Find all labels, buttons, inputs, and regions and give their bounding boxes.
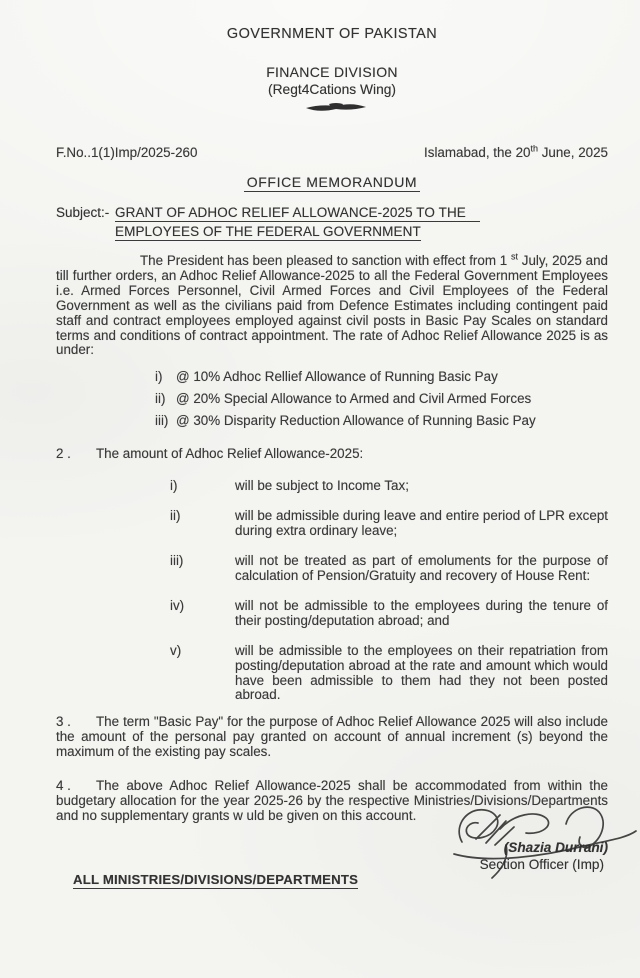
clause-text: will be admissible to the employees on their repatriation from posting/deputation abroad at the rate and amount which would have been admissible to them had they not been posted abroad.	[235, 642, 608, 703]
rate-list	[155, 369, 608, 428]
memo-title: OFFICE MEMORANDUM	[244, 174, 420, 192]
subject-line-2: EMPLOYEES OF THE FEDERAL GOVERNMENT	[115, 224, 421, 239]
para-2-num: 2 .	[56, 446, 71, 462]
para-4-num: 4 .	[56, 778, 71, 794]
para-1-ordinal: st	[511, 251, 519, 262]
rate-item-text: @ 10% Adhoc Rellief Allowance of Running Basic Pay	[176, 369, 498, 385]
clause-num: iii)	[170, 553, 184, 569]
para-1	[56, 251, 608, 358]
clause-item	[170, 479, 608, 494]
org-title: GOVERNMENT OF PAKISTAN	[226, 26, 438, 42]
para-1-text: The President has been pleased to sanction with effect from 1	[140, 253, 508, 268]
flourish-icon	[305, 102, 367, 114]
para-3	[56, 715, 608, 760]
header-flourish	[64, 101, 608, 119]
date-line	[424, 145, 608, 161]
subject-line-1: GRANT OF ADHOC RELIEF ALLOWANCE-2025 TO THE	[115, 205, 480, 222]
rate-item	[155, 369, 608, 384]
signatory-title: Section Officer (Imp)	[479, 856, 604, 872]
clause-num: ii)	[170, 508, 181, 524]
clause-item	[170, 554, 608, 584]
clause-text: will be admissible during leave and entire period of LPR except during extra ordinary leave;	[235, 508, 608, 539]
para-1-text-rest: July, 2025 and till further orders, an Adhoc Relief Allowance-2025 to all the Federal Government Employees i.e. Armed Forces Personnel, Civil Armed Forces and Civil Employees of the Federal Government as well as the civilians paid from Defence Estimates including contingent paid staff and contract employees employed against civil posts in Basic Pay Scales on standard terms and conditions of contract appointment. The rate of Adhoc Relief Allowance 2025 is as under:	[56, 253, 608, 358]
signature-icon	[448, 796, 638, 884]
para-3-num: 3 .	[56, 714, 71, 730]
clause-item	[170, 509, 608, 539]
rate-item	[155, 391, 608, 406]
rate-item-text: @ 30% Disparity Reduction Allowance of Running Basic Pay	[176, 413, 536, 429]
rate-item-text: @ 20% Special Allowance to Armed and Civil Armed Forces	[176, 391, 532, 407]
para-3-text: The term "Basic Pay" for the purpose of Adhoc Relief Allowance 2025 will also include the amount of the personal pay granted on account of annual increment (s) beyond the maximum of the existing pay scales.	[56, 714, 608, 760]
subject-block	[56, 205, 608, 241]
clause-num: i)	[170, 478, 178, 494]
date-text: Islamabad, the 20	[424, 145, 531, 160]
para-2-intro: The amount of Adhoc Relief Allowance-2025:	[96, 446, 364, 462]
clause-text: will not be treated as part of emoluments for the purpose of calculation of Pension/Gratuity and recovery of House Rent:	[235, 553, 608, 583]
subject-label: Subject:-	[56, 205, 110, 220]
clause-item	[170, 599, 608, 629]
division-title: FINANCE DIVISION	[266, 64, 398, 80]
rate-item-num: iii)	[155, 413, 169, 429]
clause-text: will be subject to Income Tax;	[235, 478, 409, 494]
rate-item	[155, 413, 608, 428]
clause-item	[170, 644, 608, 704]
clause-list	[170, 479, 608, 703]
date-ordinal: th	[530, 143, 538, 154]
clause-num: v)	[170, 642, 182, 658]
signature-block	[56, 824, 608, 954]
signatory-name: (Shazia Durrani)	[503, 839, 608, 855]
rate-item-num: ii)	[155, 391, 166, 407]
date-text-rest: June, 2025	[538, 145, 608, 160]
file-number: F.No..1(1)Imp/2025-260	[56, 145, 198, 160]
clause-text: will not be admissible to the employees during the tenure of their posting/deputation abroad; and	[235, 597, 608, 628]
para-2-heading	[56, 446, 608, 461]
distribution-line: ALL MINISTRIES/DIVISIONS/DEPARTMENTS	[73, 871, 359, 887]
para-4-text: The above Adhoc Relief Allowance-2025 shall be accommodated from within the budgetary allocation for the year 2025-26 by the respective Ministries/Divisions/Departments and no supplementary grants w uld be given on this account.	[56, 778, 608, 823]
clause-num: iv)	[170, 597, 185, 613]
wing-subtitle: (Regt4Cations Wing)	[267, 82, 397, 97]
rate-item-num: i)	[155, 369, 163, 385]
